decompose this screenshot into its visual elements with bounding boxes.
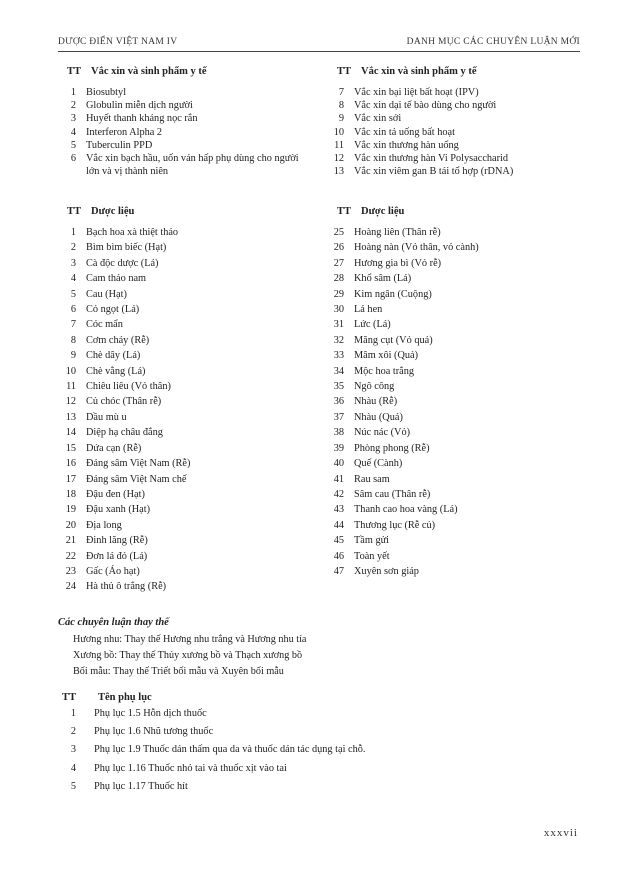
header-rule <box>58 51 580 52</box>
item-number: 26 <box>333 242 344 254</box>
item-text: Gấc (Áo hạt) <box>86 565 140 577</box>
item-text: Quế (Cành) <box>354 458 403 470</box>
running-header-right: DANH MỤC CÁC CHUYÊN LUẬN MỚI <box>406 37 580 47</box>
item-text: Chè dây (Lá) <box>86 350 141 362</box>
appendix-item <box>58 760 365 778</box>
herb-item <box>58 456 190 471</box>
herb-item <box>326 502 479 517</box>
herb-item <box>326 410 479 425</box>
herb-item <box>58 549 190 564</box>
item-number: 28 <box>333 273 344 285</box>
item-text: Vắc xin tả uống bất hoạt <box>354 126 455 138</box>
item-text: Khổ sâm (Lá) <box>354 273 412 285</box>
item-number: 18 <box>65 488 76 500</box>
item-number: 21 <box>65 535 76 547</box>
item-number: 43 <box>333 504 344 516</box>
item-number: 37 <box>333 411 344 423</box>
herb-item <box>58 364 190 379</box>
item-number: 29 <box>333 288 344 300</box>
running-header-left: DƯỢC ĐIỂN VIỆT NAM IV <box>58 37 178 47</box>
item-number: 12 <box>65 396 76 408</box>
item-number: 4 <box>70 273 76 285</box>
section-title: Dược liệu <box>91 206 135 217</box>
item-number: 45 <box>333 535 344 547</box>
item-text: Đảng sâm Việt Nam (Rễ) <box>86 458 191 470</box>
item-text: Lá hen <box>354 304 383 316</box>
item-text: Mộc hoa trắng <box>354 365 415 377</box>
vaccine-item <box>58 112 314 125</box>
appendix-item <box>58 741 365 759</box>
item-number: 11 <box>66 381 76 393</box>
item-number: 2 <box>70 100 76 112</box>
herb-item <box>326 240 479 255</box>
item-number: 40 <box>333 458 344 470</box>
item-number: 8 <box>338 100 344 112</box>
item-number: 10 <box>65 365 76 377</box>
item-number: 32 <box>333 334 344 346</box>
item-text: Cà độc dược (Lá) <box>86 257 159 269</box>
item-number: 12 <box>333 153 344 165</box>
item-number: 16 <box>65 458 76 470</box>
item-text: Dầu mù u <box>86 411 127 423</box>
herb-item <box>58 425 190 440</box>
vaccine-item <box>58 152 314 178</box>
item-text: Hương gia bì (Vỏ rễ) <box>354 257 442 269</box>
appendix-item <box>58 778 365 796</box>
vaccine-item <box>326 86 586 99</box>
item-text: Phụ lục 1.5 Hỗn dịch thuốc <box>94 708 207 719</box>
item-number: 5 <box>70 780 76 792</box>
item-text: Vắc xin sởi <box>354 113 402 125</box>
item-text: Vắc xin bạch hầu, uốn ván hấp phụ dùng cho người lớn và vị thành niên <box>86 153 299 178</box>
herb-item <box>326 302 479 317</box>
herb-item <box>326 348 479 363</box>
item-number: 15 <box>65 442 76 454</box>
item-text: Hoàng liên (Thân rễ) <box>354 227 441 238</box>
item-number: 23 <box>65 565 76 577</box>
herb-item <box>326 487 479 502</box>
herb-item <box>326 533 479 548</box>
replacement-item: Hương nhu: Thay thế Hương nhu trắng và Hương nhu tía <box>73 634 307 645</box>
item-number: 13 <box>65 411 76 423</box>
item-number: 24 <box>65 581 76 593</box>
item-number: 42 <box>333 488 344 500</box>
item-number: 13 <box>333 166 344 178</box>
item-text: Phụ lục 1.9 Thuốc dán thấm qua da và thuốc dán tác dụng tại chỗ. <box>94 744 366 756</box>
item-text: Đậu xanh (Hạt) <box>86 504 151 516</box>
item-number: 3 <box>70 744 76 756</box>
item-number: 4 <box>70 126 76 138</box>
item-text: Phụ lục 1.16 Thuốc nhỏ tai và thuốc xịt vào tai <box>94 762 287 774</box>
item-number: 27 <box>333 257 344 269</box>
item-number: 33 <box>333 350 344 362</box>
item-text: Dứa cạn (Rễ) <box>86 442 142 454</box>
herbs-heading-right <box>337 206 404 217</box>
item-text: Sâm cau (Thân rễ) <box>354 488 431 500</box>
item-text: Kim ngân (Cuộng) <box>354 288 432 300</box>
item-text: Phòng phong (Rễ) <box>354 442 430 454</box>
herb-item <box>326 425 479 440</box>
item-text: Hà thủ ô trắng (Rễ) <box>86 581 167 593</box>
herb-item <box>326 549 479 564</box>
item-number: 39 <box>333 442 344 454</box>
item-number: 9 <box>70 350 76 362</box>
section-title: Vắc xin và sinh phẩm y tế <box>91 66 207 77</box>
item-text: Mâm xôi (Quả) <box>354 350 419 362</box>
item-text: Thanh cao hoa vàng (Lá) <box>354 504 458 516</box>
item-text: Vắc xin thương hàn uống <box>354 139 459 151</box>
item-number: 6 <box>70 153 76 165</box>
item-number: 2 <box>70 242 76 254</box>
item-number: 36 <box>333 396 344 408</box>
herb-item <box>58 502 190 517</box>
item-text: Cau (Hạt) <box>86 288 127 300</box>
item-text: Đinh lăng (Rễ) <box>86 535 148 547</box>
item-number: 17 <box>65 473 76 485</box>
item-number: 7 <box>338 87 344 98</box>
herb-item <box>58 240 190 255</box>
section-title: Vắc xin và sinh phẩm y tế <box>361 66 477 77</box>
tt-label: TT <box>62 692 77 703</box>
item-text: Nhàu (Quả) <box>354 411 403 423</box>
item-number: 1 <box>70 708 76 719</box>
item-number: 20 <box>65 519 76 531</box>
item-text: Phụ lục 1.6 Nhũ tương thuốc <box>94 726 214 738</box>
vaccine-item <box>326 126 586 139</box>
item-text: Phụ lục 1.17 Thuốc hít <box>94 780 188 792</box>
herb-item <box>326 518 479 533</box>
page-number: xxxvii <box>543 827 578 839</box>
item-text: Nhàu (Rễ) <box>354 396 398 408</box>
item-text: Xuyên sơn giáp <box>354 565 419 577</box>
vaccine-item <box>326 99 586 112</box>
item-number: 34 <box>333 365 344 377</box>
item-text: Đảng sâm Việt Nam chế <box>86 473 187 485</box>
herb-item <box>58 518 190 533</box>
item-number: 8 <box>70 334 76 346</box>
herb-item <box>326 333 479 348</box>
vaccine-item <box>58 126 314 139</box>
tt-label: TT <box>337 206 352 217</box>
herb-item <box>58 379 190 394</box>
item-text: Thương lục (Rễ củ) <box>354 519 436 531</box>
herb-item <box>326 364 479 379</box>
item-number: 14 <box>65 427 76 439</box>
item-text: Cỏ ngọt (Lá) <box>86 304 140 316</box>
vaccines-list-right <box>326 86 586 178</box>
vaccine-item <box>326 112 586 125</box>
item-text: Địa long <box>86 519 122 531</box>
herbs-heading-left <box>67 206 134 217</box>
item-text: Globulin miễn dịch người <box>86 100 193 112</box>
section-title: Dược liệu <box>361 206 405 217</box>
item-number: 3 <box>70 257 76 269</box>
herb-item <box>58 533 190 548</box>
item-text: Huyết thanh kháng nọc rắn <box>86 113 198 125</box>
item-text: Interferon Alpha 2 <box>86 126 163 138</box>
item-number: 3 <box>70 113 76 125</box>
item-number: 38 <box>333 427 344 439</box>
vaccine-item <box>326 152 586 165</box>
item-number: 5 <box>70 288 76 300</box>
vaccines-heading-left <box>67 66 207 77</box>
item-number: 6 <box>70 304 76 316</box>
herb-item <box>326 317 479 332</box>
herb-item <box>58 256 190 271</box>
herb-item <box>58 394 190 409</box>
herb-item <box>326 256 479 271</box>
item-number: 47 <box>333 565 344 577</box>
herb-item <box>326 379 479 394</box>
item-text: Cơm cháy (Rễ) <box>86 334 150 346</box>
item-text: Vắc xin dại tế bào dùng cho người <box>354 100 497 112</box>
item-text: Đậu đen (Hạt) <box>86 488 145 500</box>
item-text: Toàn yết <box>354 550 390 562</box>
herb-item <box>326 564 479 579</box>
vaccine-item <box>326 165 586 178</box>
appendix-item <box>58 723 365 741</box>
item-text: Măng cụt (Vỏ quả) <box>354 334 433 346</box>
section-title: Tên phụ lục <box>98 692 152 703</box>
tt-label: TT <box>67 66 82 77</box>
item-text: Chè vằng (Lá) <box>86 365 146 377</box>
herb-item <box>58 410 190 425</box>
item-number: 44 <box>333 519 344 531</box>
item-text: Rau sam <box>354 473 390 485</box>
herb-item <box>58 287 190 302</box>
appendix-heading <box>62 692 152 703</box>
item-text: Vắc xin thương hàn Vi Polysaccharid <box>354 153 509 165</box>
item-number: 46 <box>333 550 344 562</box>
item-number: 35 <box>333 381 344 393</box>
herb-item <box>326 394 479 409</box>
item-text: Hoàng nàn (Vỏ thân, vỏ cành) <box>354 242 479 254</box>
vaccine-item <box>58 99 314 112</box>
vaccines-heading-right <box>337 66 477 77</box>
item-text: Chiêu liêu (Vỏ thân) <box>86 381 171 393</box>
herb-item <box>326 271 479 286</box>
tt-label: TT <box>337 66 352 77</box>
item-text: Bạch hoa xà thiệt thảo <box>86 227 179 238</box>
item-text: Vắc xin bại liệt bất hoạt (IPV) <box>354 87 479 98</box>
item-text: Lức (Lá) <box>354 319 391 331</box>
herb-item <box>58 472 190 487</box>
item-number: 4 <box>70 762 76 774</box>
herb-item <box>58 225 190 240</box>
herb-item <box>58 487 190 502</box>
item-number: 19 <box>65 504 76 516</box>
herb-item <box>58 441 190 456</box>
item-number: 10 <box>333 126 344 138</box>
item-number: 2 <box>70 726 76 738</box>
herb-item <box>58 317 190 332</box>
item-text: Cam thảo nam <box>86 273 147 285</box>
item-number: 5 <box>70 139 76 151</box>
item-number: 25 <box>333 227 344 238</box>
herbs-list-right <box>326 225 479 579</box>
item-number: 7 <box>70 319 76 331</box>
herb-item <box>58 271 190 286</box>
item-text: Cóc mẩn <box>86 319 123 331</box>
appendix-item <box>58 705 365 723</box>
item-text: Bìm bìm biếc (Hạt) <box>86 242 167 254</box>
tt-label: TT <box>67 206 82 217</box>
herb-item <box>326 225 479 240</box>
herb-item <box>326 456 479 471</box>
item-number: 30 <box>333 304 344 316</box>
herb-item <box>58 564 190 579</box>
vaccine-item <box>58 86 314 99</box>
item-text: Ngô công <box>354 381 395 393</box>
herb-item <box>58 302 190 317</box>
item-text: Biosubtyl <box>86 87 127 98</box>
vaccine-item <box>58 139 314 152</box>
herb-item <box>326 472 479 487</box>
herb-item <box>326 287 479 302</box>
herb-item <box>58 348 190 363</box>
item-number: 22 <box>65 550 76 562</box>
item-text: Tuberculin PPD <box>86 139 153 151</box>
vaccines-list-left <box>58 86 314 178</box>
item-number: 11 <box>334 139 344 151</box>
item-text: Vắc xin viêm gan B tái tổ hợp (rDNA) <box>354 166 514 178</box>
item-text: Củ chóc (Thân rễ) <box>86 396 162 408</box>
item-text: Núc nác (Vỏ) <box>354 427 411 439</box>
appendix-list <box>58 705 365 796</box>
replacement-item: Xương bồ: Thay thế Thủy xương bồ và Thạch xương bồ <box>73 650 303 661</box>
item-number: 9 <box>338 113 344 125</box>
herbs-list-left <box>58 225 190 595</box>
item-text: Diệp hạ châu đắng <box>86 427 163 439</box>
replacement-item: Bối mẫu: Thay thế Triết bối mẫu và Xuyên bối mẫu <box>73 666 284 677</box>
item-text: Đơn lá đỏ (Lá) <box>86 550 148 562</box>
item-text: Tầm gửi <box>354 535 390 547</box>
item-number: 41 <box>333 473 344 485</box>
item-number: 1 <box>70 227 76 238</box>
item-number: 1 <box>70 87 76 98</box>
replacements-title: Các chuyên luận thay thế <box>58 617 169 628</box>
replacements-list <box>73 632 306 680</box>
herb-item <box>58 333 190 348</box>
vaccine-item <box>326 139 586 152</box>
item-number: 31 <box>333 319 344 331</box>
herb-item <box>326 441 479 456</box>
herb-item <box>58 579 190 594</box>
